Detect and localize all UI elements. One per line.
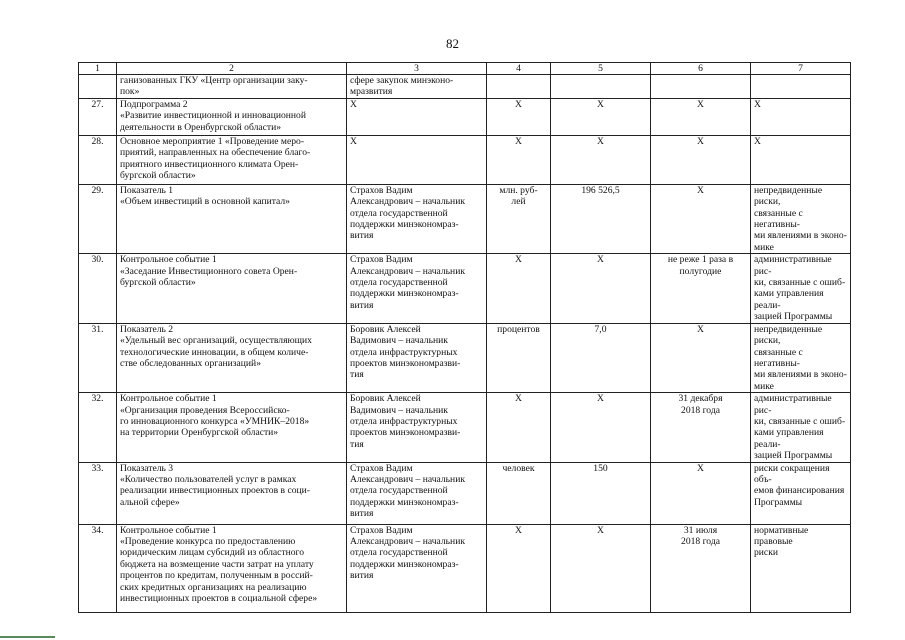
table-row xyxy=(79,393,851,462)
cell-text: Х xyxy=(697,135,704,147)
cell-text: отдела государственной xyxy=(350,485,448,497)
cell-text: инвестиционных проектов в социальной сфере» xyxy=(120,593,318,604)
cell-text: вития xyxy=(350,570,374,582)
cell-text: административные рис- xyxy=(754,254,832,277)
row-name xyxy=(117,135,347,184)
column-header: 5 xyxy=(551,63,651,75)
row-term xyxy=(651,254,751,323)
row-value xyxy=(551,184,651,253)
cell-text: пок» xyxy=(120,86,140,98)
column-header: 7 xyxy=(751,63,851,75)
row-risks xyxy=(751,323,851,392)
column-header: 3 xyxy=(347,63,487,75)
table-row xyxy=(79,323,851,392)
cell-text: риски xyxy=(754,547,778,559)
row-responsible xyxy=(347,254,487,323)
row-value xyxy=(551,254,651,323)
column-number-row xyxy=(79,63,851,75)
cell-text: Основное мероприятие 1 «Проведение меро- xyxy=(120,135,305,147)
table-row xyxy=(79,98,851,135)
row-term xyxy=(651,135,751,184)
cell-text: бургской области» xyxy=(120,277,196,289)
cell-text: отдела инфраструктурных xyxy=(350,415,458,427)
cell-text: вития xyxy=(350,299,374,311)
cell-text: «Проведение конкурса по предоставлению xyxy=(120,535,296,547)
row-responsible xyxy=(347,462,487,524)
cell-text: Показатель 2 xyxy=(120,323,174,335)
cell-text: непредвиденные риски, xyxy=(754,184,823,208)
row-unit xyxy=(487,323,551,392)
table-row xyxy=(79,524,851,612)
cell-text: лей xyxy=(511,196,526,208)
cell-text: Вадимович – начальник xyxy=(350,335,448,347)
row-unit xyxy=(487,393,551,462)
cell-text: «Объем инвестиций в основной капитал» xyxy=(120,196,290,208)
row-term xyxy=(651,462,751,524)
column-header: 2 xyxy=(117,63,347,75)
row-term xyxy=(651,524,751,612)
cell-text: Боровик Алексей xyxy=(350,323,421,335)
cell-text: Х xyxy=(515,524,522,536)
cell-text: Боровик Алексей xyxy=(350,393,421,405)
cell-text: процентов xyxy=(497,323,540,335)
row-value xyxy=(551,323,651,392)
cell-text: Х xyxy=(754,98,761,110)
row-term xyxy=(651,75,751,99)
row-number: 32. xyxy=(79,393,117,462)
cell-text: Х xyxy=(350,98,357,110)
cell-text: не реже 1 раза в xyxy=(667,254,734,266)
cell-text: Х xyxy=(597,98,604,110)
cell-text: Х xyxy=(754,135,761,147)
cell-text: деятельности в Оренбургской области» xyxy=(120,121,282,133)
row-term xyxy=(651,393,751,462)
cell-text: «Количество пользователей услуг в рамках xyxy=(120,473,297,485)
cell-text: человек xyxy=(502,462,535,474)
cell-text: Вадимович – начальник xyxy=(350,404,448,416)
cell-text: реализации инвестиционных проектов в соци- xyxy=(120,485,310,497)
page-number: 82 xyxy=(446,36,459,51)
row-unit xyxy=(487,75,551,99)
row-responsible xyxy=(347,393,487,462)
cell-text: Х xyxy=(697,98,704,110)
cell-text: риски сокращения объ- xyxy=(754,462,830,485)
table-row xyxy=(79,75,851,99)
row-term xyxy=(651,184,751,253)
cell-text: бюджета на возмещение части затрат на уплату xyxy=(120,558,314,570)
cell-text: зацией Программы xyxy=(754,311,833,323)
row-unit xyxy=(487,98,551,135)
cell-text: полугодие xyxy=(679,265,722,277)
cell-text: Страхов Вадим xyxy=(350,524,413,536)
cell-text: вития xyxy=(350,230,374,242)
cell-text: альной сфере» xyxy=(120,496,180,508)
cell-text: поддержки минэкономраз- xyxy=(350,219,459,231)
cell-text: Х xyxy=(597,393,604,405)
row-name xyxy=(117,524,347,612)
row-number xyxy=(79,75,117,99)
cell-text: «Заседание Инвестиционного совета Орен- xyxy=(120,265,298,277)
row-value xyxy=(551,393,651,462)
cell-text: Х xyxy=(515,393,522,405)
cell-text: Александрович – начальник xyxy=(350,265,465,277)
cell-text: юридическим лицам субсидий из областного xyxy=(120,547,305,559)
cell-text: поддержки минэкономраз- xyxy=(350,558,459,570)
cell-text: Контрольное событие 1 xyxy=(120,524,217,536)
row-name xyxy=(117,98,347,135)
row-name xyxy=(117,393,347,462)
row-number: 34. xyxy=(79,524,117,612)
row-name xyxy=(117,75,347,99)
row-value xyxy=(551,75,651,99)
row-risks xyxy=(751,135,851,184)
cell-text: Х xyxy=(597,135,604,147)
cell-text: отдела государственной xyxy=(350,277,448,289)
cell-text: непредвиденные риски, xyxy=(754,323,823,347)
cell-text: Программы xyxy=(754,496,803,508)
row-responsible xyxy=(347,323,487,392)
cell-text: приятий, направленных на обеспечение благо- xyxy=(120,147,311,159)
row-name xyxy=(117,184,347,253)
cell-text: Х xyxy=(350,135,357,147)
cell-text: 2018 года xyxy=(681,404,720,416)
cell-text: «Развитие инвестиционной и инновационной xyxy=(120,110,306,122)
cell-text: го инновационного конкурса «УМНИК–2018» xyxy=(120,415,310,427)
row-risks xyxy=(751,393,851,462)
row-risks xyxy=(751,184,851,253)
cell-text: Страхов Вадим xyxy=(350,254,413,266)
row-number: 28. xyxy=(79,135,117,184)
row-unit xyxy=(487,524,551,612)
cell-text: Александрович – начальник xyxy=(350,196,465,208)
row-number: 30. xyxy=(79,254,117,323)
table-row xyxy=(79,135,851,184)
cell-text: ки, связанные с ошиб- xyxy=(754,277,846,289)
row-value xyxy=(551,135,651,184)
cell-text: Показатель 1 xyxy=(120,184,174,196)
cell-text: мике xyxy=(754,380,774,392)
cell-text: 31 декабря xyxy=(678,393,723,405)
row-number: 29. xyxy=(79,184,117,253)
cell-text: бургской области» xyxy=(120,170,196,182)
cell-text: ками управления реали- xyxy=(754,288,824,311)
row-risks xyxy=(751,462,851,524)
row-term xyxy=(651,323,751,392)
cell-text: ганизованных ГКУ «Центр организации заку- xyxy=(120,75,308,86)
row-number: 31. xyxy=(79,323,117,392)
row-unit xyxy=(487,462,551,524)
cell-text: ми явлениями в эконо- xyxy=(754,230,847,242)
cell-text: отдела государственной xyxy=(350,207,448,219)
cell-text: 150 xyxy=(593,462,608,474)
cell-text: связанные с негативны- xyxy=(754,346,803,369)
cell-text: Х xyxy=(697,462,704,474)
cell-text: 196 526,5 xyxy=(581,184,620,196)
cell-text: зацией Программы xyxy=(754,450,833,462)
cell-text: 7,0 xyxy=(594,323,607,335)
cell-text: Александрович – начальник xyxy=(350,535,465,547)
cell-text: ских кредитных организациях на реализацию xyxy=(120,581,307,593)
row-risks xyxy=(751,75,851,99)
row-name xyxy=(117,462,347,524)
cell-text: проектов минэкономразви- xyxy=(350,357,461,369)
cell-text: поддержки минэкономраз- xyxy=(350,288,459,300)
row-value xyxy=(551,98,651,135)
table-row xyxy=(79,254,851,323)
cell-text: ками управления реали- xyxy=(754,427,824,450)
cell-text: отдела государственной xyxy=(350,547,448,559)
row-unit xyxy=(487,135,551,184)
table-row xyxy=(79,184,851,253)
column-header: 6 xyxy=(651,63,751,75)
cell-text: Контрольное событие 1 xyxy=(120,254,217,266)
column-header: 1 xyxy=(79,63,117,75)
cell-text: емов финансирования xyxy=(754,485,845,497)
row-unit xyxy=(487,184,551,253)
cell-text: Подпрограмма 2 xyxy=(120,98,188,110)
row-risks xyxy=(751,98,851,135)
cell-text: тия xyxy=(350,438,364,450)
row-name xyxy=(117,323,347,392)
cell-text: Х xyxy=(597,254,604,266)
row-responsible xyxy=(347,524,487,612)
cell-text: сфере закупок минэконо- xyxy=(350,75,454,86)
program-table xyxy=(78,62,851,613)
cell-text: Контрольное событие 1 xyxy=(120,393,217,405)
row-responsible xyxy=(347,135,487,184)
cell-text: «Удельный вес организаций, осуществляющих xyxy=(120,335,312,347)
row-term xyxy=(651,98,751,135)
row-value xyxy=(551,524,651,612)
row-risks xyxy=(751,254,851,323)
cell-text: Х xyxy=(597,524,604,536)
cell-text: Страхов Вадим xyxy=(350,462,413,474)
cell-text: нормативные правовые xyxy=(754,524,809,547)
row-responsible xyxy=(347,184,487,253)
cell-text: стве обследованных организаций» xyxy=(120,357,261,369)
cell-text: поддержки минэкономраз- xyxy=(350,496,459,508)
cell-text: Х xyxy=(515,254,522,266)
cell-text: приятного инвестиционного климата Орен- xyxy=(120,158,299,170)
cell-text: Х xyxy=(515,98,522,110)
cell-text: проектов минэкономразви- xyxy=(350,427,461,439)
cell-text: 31 июля xyxy=(683,524,718,536)
cell-text: Показатель 3 xyxy=(120,462,174,474)
cell-text: мике xyxy=(754,241,774,253)
cell-text: Страхов Вадим xyxy=(350,184,413,196)
cell-text: Александрович – начальник xyxy=(350,473,465,485)
cell-text: связанные с негативны- xyxy=(754,207,803,231)
cell-text: «Организация проведения Всероссийско- xyxy=(120,404,290,416)
cell-text: тия xyxy=(350,369,364,381)
row-number: 33. xyxy=(79,462,117,524)
row-name xyxy=(117,254,347,323)
cell-text: вития xyxy=(350,508,374,520)
cell-text: на территории Оренбургской области» xyxy=(120,427,279,439)
table-row xyxy=(79,462,851,524)
cell-text: ки, связанные с ошиб- xyxy=(754,415,846,427)
column-header: 4 xyxy=(487,63,551,75)
row-responsible xyxy=(347,75,487,99)
row-value xyxy=(551,462,651,524)
row-number: 27. xyxy=(79,98,117,135)
cell-text: административные рис- xyxy=(754,393,832,416)
cell-text: 2018 года xyxy=(681,535,720,547)
table-body xyxy=(79,75,851,613)
cell-text: Х xyxy=(697,184,704,196)
cell-text: мразвития xyxy=(350,86,393,98)
cell-text: процентов по кредитам, полученным в россий- xyxy=(120,570,313,582)
cell-text: ми явлениями в эконо- xyxy=(754,369,847,381)
cell-text: млн. руб- xyxy=(499,184,538,196)
row-unit xyxy=(487,254,551,323)
cell-text: технологические инновации, в общем количе- xyxy=(120,346,309,358)
cell-text: Х xyxy=(515,135,522,147)
row-responsible xyxy=(347,98,487,135)
cell-text: отдела инфраструктурных xyxy=(350,346,458,358)
row-risks xyxy=(751,524,851,612)
scan-edge-mark xyxy=(0,636,55,638)
cell-text: Х xyxy=(697,323,704,335)
